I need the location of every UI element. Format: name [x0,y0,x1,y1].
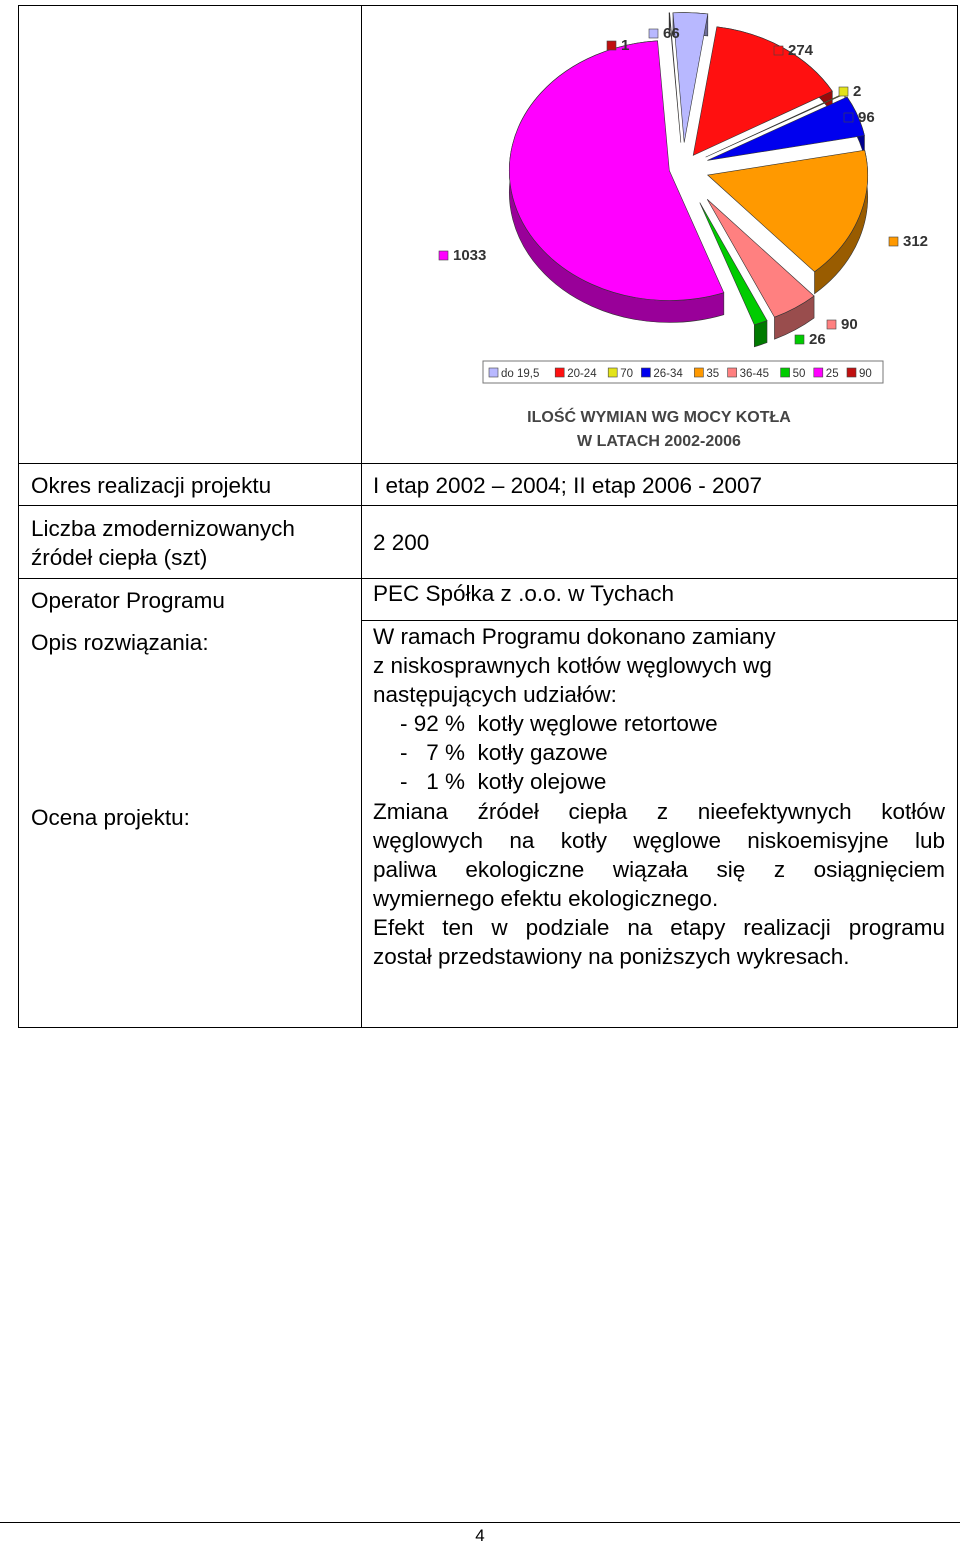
label-count-line2: źródeł ciepła (szt) [31,545,208,570]
data-label-swatch [827,320,836,329]
assessment-line: Zmiana źródeł ciepła z nieefektywnych kotłów [373,799,945,824]
legend-swatch [847,368,856,377]
legend-label: 35 [706,368,720,380]
data-label: 26 [809,331,826,348]
value-solution [373,622,776,796]
assessment-line: został przedstawiony na poniższych wykresach. [373,944,850,969]
value-assessment [373,797,945,971]
label-operator: Operator Programu [31,588,225,613]
data-label-swatch [607,41,616,50]
legend-label: 20-24 [567,368,597,380]
solution-line: następujących udziałów: [373,682,617,707]
data-label-swatch [649,29,658,38]
value-period: I etap 2002 – 2004; II etap 2006 - 2007 [373,473,763,498]
row-divider [361,620,957,621]
legend-swatch [694,368,703,377]
assessment-line: paliwa ekologiczne wiązała się z osiągnięciem [373,857,945,882]
legend-swatch [489,368,498,377]
chart-title: ILOŚĆ WYMIAN WG MOCY KOTŁA [527,409,791,426]
data-label: 1033 [453,247,487,264]
legend-label: 36-45 [739,368,770,380]
solution-list-item: - 92 % kotły węglowe retortowe [400,711,718,736]
data-label-swatch [439,251,448,260]
legend-swatch [555,368,564,377]
data-label: 66 [663,25,680,42]
label-count-line1: Liczba zmodernizowanych [31,516,295,541]
data-label: 312 [903,233,929,250]
label-assessment: Ocena projektu: [31,805,190,830]
solution-line: z niskosprawnych kotłów węglowych wg [373,653,772,678]
data-label-swatch [844,113,853,122]
page-number: 4 [475,1526,485,1545]
pie-chart [363,8,955,460]
legend-swatch [781,368,790,377]
label-period: Okres realizacji projektu [31,473,272,498]
label-count [31,514,295,572]
data-label: 274 [788,42,814,59]
data-label-swatch [795,335,804,344]
row-divider [19,505,957,506]
solution-list-item: - 7 % kotły gazowe [400,740,608,765]
legend-label: 26-34 [653,368,683,380]
data-label: 2 [853,83,862,100]
legend-swatch [814,368,823,377]
column-divider [361,6,362,1027]
legend-label: 70 [620,368,633,380]
data-label-swatch [839,87,848,96]
legend-label: 50 [792,368,806,380]
data-label: 96 [858,109,875,126]
footer-rule [0,1522,960,1523]
data-label: 1 [621,37,630,54]
legend-swatch [728,368,737,377]
solution-line: W ramach Programu dokonano zamiany [373,624,776,649]
legend-label: 90 [859,368,872,380]
chart-subtitle: W LATACH 2002-2006 [577,433,741,450]
assessment-line: węglowych na kotły węglowe niskoemisyjne lub [373,828,945,853]
label-solution: Opis rozwiązania: [31,630,209,655]
legend-swatch [608,368,617,377]
legend-swatch [641,368,650,377]
row-divider [19,463,957,464]
project-table [18,5,958,1028]
value-count: 2 200 [373,530,430,555]
legend-label: 25 [825,368,839,380]
data-label-swatch [889,237,898,246]
assessment-line: Efekt ten w podziale na etapy realizacji programu [373,915,945,940]
data-label: 90 [841,316,858,333]
legend-label: do 19,5 [501,368,540,380]
assessment-line: wymiernego efektu ekologicznego. [373,886,719,911]
solution-list-item: - 1 % kotły olejowe [400,769,607,794]
data-label-swatch [774,46,783,55]
value-operator: PEC Spółka z .o.o. w Tychach [373,581,674,606]
